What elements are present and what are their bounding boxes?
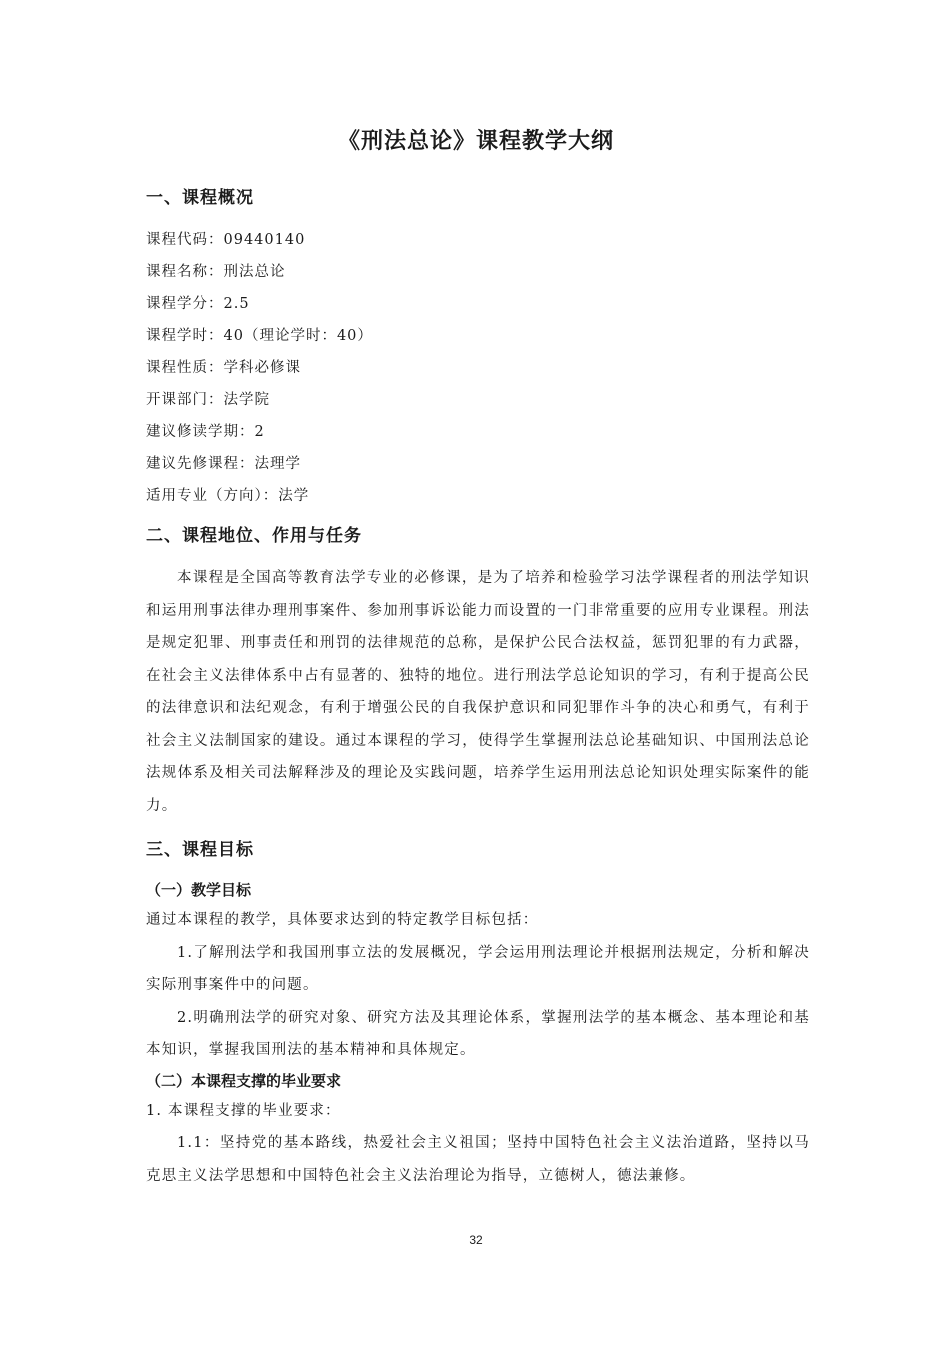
- course-department: 开课部门：法学院: [146, 392, 270, 408]
- teaching-objectives-intro: 通过本课程的教学，具体要求达到的特定教学目标包括：: [146, 912, 539, 928]
- section-heading-course-position: 二、课程地位、作用与任务: [146, 526, 362, 546]
- graduation-requirement-item: 1.1：坚持党的基本路线，热爱社会主义祖国；坚持中国特色社会主义法治道路，坚持以马克思主义法学思想和中国特色社会主义法治理论为指导，立德树人，德法兼修。: [146, 1135, 810, 1184]
- course-overview-list: [146, 224, 810, 512]
- course-hours: 课程学时：40（理论学时：40）: [146, 328, 373, 344]
- course-position-paragraph: 本课程是全国高等教育法学专业的必修课，是为了培养和检验学习法学课程者的刑法学知识和运用刑事法律办理刑事案件、参加刑事诉讼能力而设置的一门非常重要的应用专业课程。刑法是规定犯罪、刑事责任和刑罚的法律规范的总称，是保护公民合法权益，惩罚犯罪的有力武器，在社会主义法律体系中占有显著的、独特的地位。进行刑法学总论知识的学习，有利于提高公民的法律意识和法纪观念，有利于增强公民的自我保护意识和同犯罪作斗争的决心和勇气，有利于社会主义法制国家的建设。通过本课程的学习，使得学生掌握刑法总论基础知识、中国刑法总论法规体系及相关司法解释涉及的理论及实践问题，培养学生运用刑法总论知识处理实际案件的能力。: [146, 570, 810, 814]
- document-title: 《刑法总论》课程教学大纲: [337, 129, 614, 154]
- page-number: 32: [469, 1233, 483, 1247]
- course-name: 课程名称：刑法总论: [146, 264, 286, 280]
- course-prerequisite: 建议先修课程：法理学: [146, 456, 301, 472]
- course-major: 适用专业（方向）：法学: [146, 488, 310, 504]
- document-body: [146, 184, 810, 1192]
- course-nature: 课程性质：学科必修课: [146, 360, 301, 376]
- course-credit: 课程学分：2.5: [146, 296, 250, 312]
- teaching-objective-item: 2.明确刑法学的研究对象、研究方法及其理论体系，掌握刑法学的基本概念、基本理论和基本知识，掌握我国刑法的基本精神和具体规定。: [146, 1009, 810, 1058]
- subsection-heading-teaching-objectives: （一）教学目标: [146, 881, 252, 899]
- course-code: 课程代码：09440140: [146, 232, 306, 248]
- section-heading-course-objectives: 三、课程目标: [146, 840, 254, 860]
- graduation-requirements-intro: 1. 本课程支撑的毕业要求：: [146, 1102, 341, 1119]
- subsection-heading-graduation-requirements: （二）本课程支撑的毕业要求: [146, 1071, 342, 1090]
- course-semester: 建议修读学期：2: [146, 424, 265, 440]
- teaching-objective-item: 1.了解刑法学和我国刑事立法的发展概况，学会运用刑法理论并根据刑法规定，分析和解决实际刑事案件中的问题。: [146, 944, 810, 993]
- section-heading-course-overview: 一、课程概况: [146, 188, 254, 208]
